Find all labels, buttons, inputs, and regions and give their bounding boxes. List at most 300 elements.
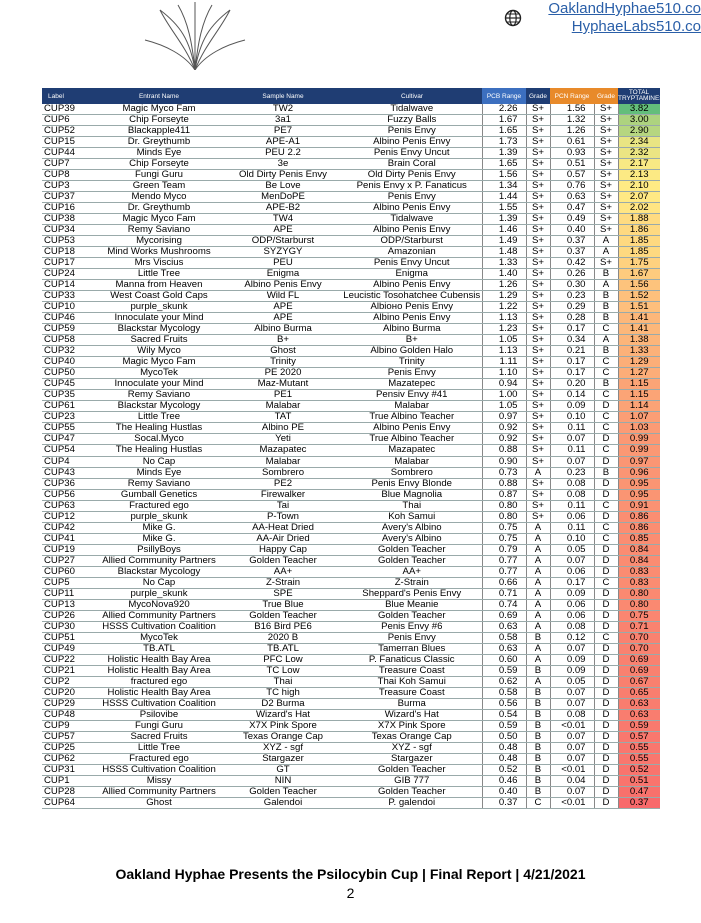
cell-pcn-range: 0.07: [550, 555, 594, 566]
cell-total: 0.85: [618, 533, 660, 544]
cell-sample: D2 Burma: [224, 698, 342, 709]
cell-label: CUP46: [42, 313, 94, 324]
table-row: [42, 654, 660, 665]
cell-cultivar: Z-Strain: [342, 577, 482, 588]
table-row: [42, 687, 660, 698]
cell-pcb-grade: S+: [526, 214, 550, 225]
table-row: [42, 467, 660, 478]
cell-pcb-grade: S+: [526, 137, 550, 148]
cell-entrant: Magic Myco Fam: [94, 357, 224, 368]
cell-cultivar: Tamerran Blues: [342, 643, 482, 654]
cell-cultivar: Burma: [342, 698, 482, 709]
cell-sample: Thai: [224, 676, 342, 687]
cell-cultivar: Albino Golden Halo: [342, 346, 482, 357]
cell-entrant: Blackapple411: [94, 126, 224, 137]
cell-sample: Happy Cap: [224, 544, 342, 555]
cell-pcn-grade: C: [594, 522, 618, 533]
cell-sample: Z-Strain: [224, 577, 342, 588]
cell-pcb-grade: A: [526, 544, 550, 555]
cell-label: CUP9: [42, 720, 94, 731]
cell-pcn-grade: B: [594, 467, 618, 478]
cell-sample: PE1: [224, 390, 342, 401]
table-row: [42, 225, 660, 236]
table-body: [42, 104, 660, 809]
cell-entrant: Little Tree: [94, 269, 224, 280]
cell-cultivar: Penis Envy: [342, 368, 482, 379]
cell-entrant: Chip Forseyte: [94, 159, 224, 170]
table-row: [42, 610, 660, 621]
cell-entrant: Remy Saviano: [94, 478, 224, 489]
cell-total: 1.52: [618, 291, 660, 302]
cell-pcb-range: 1.39: [482, 148, 526, 159]
cell-entrant: MycoNova920: [94, 599, 224, 610]
cell-pcn-range: 0.08: [550, 621, 594, 632]
cell-pcn-range: <0.01: [550, 720, 594, 731]
cell-label: CUP57: [42, 731, 94, 742]
cell-pcb-grade: B: [526, 665, 550, 676]
cell-pcb-grade: S+: [526, 335, 550, 346]
cell-cultivar: Penis Envy: [342, 632, 482, 643]
cell-pcb-range: 0.59: [482, 665, 526, 676]
cell-pcn-grade: C: [594, 500, 618, 511]
cell-total: 1.41: [618, 313, 660, 324]
cell-label: CUP8: [42, 170, 94, 181]
cell-pcn-grade: D: [594, 709, 618, 720]
cell-pcn-grade: D: [594, 764, 618, 775]
cell-pcb-range: 1.13: [482, 346, 526, 357]
cell-pcb-grade: S+: [526, 489, 550, 500]
cell-sample: Galendoi: [224, 797, 342, 808]
cell-pcb-grade: S+: [526, 324, 550, 335]
cell-entrant: No Cap: [94, 577, 224, 588]
cell-label: CUP44: [42, 148, 94, 159]
table-row: [42, 764, 660, 775]
cell-pcn-range: 0.08: [550, 478, 594, 489]
cell-entrant: The Healing Hustlas: [94, 423, 224, 434]
cell-sample: Wild FL: [224, 291, 342, 302]
cell-pcn-grade: D: [594, 489, 618, 500]
cell-pcb-grade: A: [526, 643, 550, 654]
cell-entrant: Holistic Health Bay Area: [94, 665, 224, 676]
cell-pcb-grade: B: [526, 698, 550, 709]
col-header-pcb-range: PCB Range: [482, 88, 526, 104]
cell-cultivar: Albino Penis Envy: [342, 137, 482, 148]
cell-cultivar: Treasure Coast: [342, 665, 482, 676]
cell-total: 0.86: [618, 522, 660, 533]
cell-pcb-range: 1.73: [482, 137, 526, 148]
cell-sample: PFC Low: [224, 654, 342, 665]
table-row: [42, 786, 660, 797]
cell-label: CUP1: [42, 775, 94, 786]
cell-pcn-grade: D: [594, 775, 618, 786]
cell-pcn-grade: D: [594, 643, 618, 654]
cell-pcn-range: 0.07: [550, 786, 594, 797]
cell-label: CUP26: [42, 610, 94, 621]
cell-cultivar: Albino Penis Envy: [342, 280, 482, 291]
cell-cultivar: Albino Penis Envy: [342, 225, 482, 236]
table-row: [42, 577, 660, 588]
cell-pcb-range: 0.88: [482, 478, 526, 489]
table-row: [42, 709, 660, 720]
cell-pcb-grade: S+: [526, 148, 550, 159]
cell-sample: PEU 2.2: [224, 148, 342, 159]
cell-pcn-range: 0.07: [550, 687, 594, 698]
cell-cultivar: Golden Teacher: [342, 764, 482, 775]
cell-pcb-grade: C: [526, 797, 550, 808]
cell-pcn-range: 0.76: [550, 181, 594, 192]
cell-label: CUP37: [42, 192, 94, 203]
cell-total: 0.84: [618, 544, 660, 555]
cell-total: 3.82: [618, 104, 660, 115]
cell-pcb-range: 0.52: [482, 764, 526, 775]
cell-pcn-grade: S+: [594, 181, 618, 192]
cell-pcb-range: 0.50: [482, 731, 526, 742]
cell-pcn-range: 0.11: [550, 423, 594, 434]
report-footer-title: Oakland Hyphae Presents the Psilocybin Cup | Final Report | 4/21/2021: [115, 866, 586, 882]
cell-sample: Albino Burma: [224, 324, 342, 335]
cell-cultivar: Brain Coral: [342, 159, 482, 170]
cell-total: 3.00: [618, 115, 660, 126]
cell-total: 0.95: [618, 489, 660, 500]
cell-pcb-range: 0.63: [482, 643, 526, 654]
cell-pcb-grade: S+: [526, 379, 550, 390]
cell-label: CUP43: [42, 467, 94, 478]
cell-sample: 3a1: [224, 115, 342, 126]
table-row: [42, 335, 660, 346]
cell-pcn-grade: A: [594, 335, 618, 346]
cell-entrant: West Coast Gold Caps: [94, 291, 224, 302]
col-header-sample: Sample Name: [224, 88, 342, 104]
cell-pcn-grade: C: [594, 423, 618, 434]
cell-total: 2.07: [618, 192, 660, 203]
table-row: [42, 203, 660, 214]
cell-pcb-grade: B: [526, 786, 550, 797]
cell-total: 0.96: [618, 467, 660, 478]
table-row: [42, 676, 660, 687]
cell-total: 0.65: [618, 687, 660, 698]
cell-total: 1.38: [618, 335, 660, 346]
table-row: [42, 258, 660, 269]
cell-total: 0.99: [618, 445, 660, 456]
table-row: [42, 104, 660, 115]
cell-total: 1.85: [618, 236, 660, 247]
cell-pcb-grade: A: [526, 566, 550, 577]
cell-label: CUP18: [42, 247, 94, 258]
cell-label: CUP61: [42, 401, 94, 412]
table-row: [42, 445, 660, 456]
cell-total: 2.17: [618, 159, 660, 170]
cell-total: 0.63: [618, 698, 660, 709]
cell-label: CUP62: [42, 753, 94, 764]
table-row: [42, 115, 660, 126]
table-row: [42, 566, 660, 577]
cell-pcb-range: 0.71: [482, 588, 526, 599]
cell-pcb-grade: A: [526, 676, 550, 687]
cell-cultivar: Golden Teacher: [342, 544, 482, 555]
cell-cultivar: Blue Magnolia: [342, 489, 482, 500]
cell-label: CUP48: [42, 709, 94, 720]
cell-entrant: Fungi Guru: [94, 720, 224, 731]
cell-total: 0.69: [618, 665, 660, 676]
cell-sample: Ghost: [224, 346, 342, 357]
cell-cultivar: B+: [342, 335, 482, 346]
cell-pcb-range: 1.13: [482, 313, 526, 324]
table-row: [42, 324, 660, 335]
cell-pcn-range: 0.17: [550, 368, 594, 379]
cell-label: CUP55: [42, 423, 94, 434]
cell-sample: TW2: [224, 104, 342, 115]
cell-pcb-range: 0.62: [482, 676, 526, 687]
cell-total: 0.67: [618, 676, 660, 687]
cell-cultivar: Albino Penis Envy: [342, 423, 482, 434]
cell-pcb-grade: A: [526, 621, 550, 632]
cell-cultivar: Penis Envy #6: [342, 621, 482, 632]
cell-pcb-grade: S+: [526, 170, 550, 181]
cell-pcn-grade: C: [594, 445, 618, 456]
cell-total: 2.90: [618, 126, 660, 137]
cell-total: 1.41: [618, 324, 660, 335]
table-row: [42, 159, 660, 170]
cell-pcn-range: 0.14: [550, 390, 594, 401]
cell-sample: XYZ - sgf: [224, 742, 342, 753]
cell-pcb-range: 1.49: [482, 236, 526, 247]
cell-pcb-range: 1.33: [482, 258, 526, 269]
table-row: [42, 665, 660, 676]
cell-sample: NIN: [224, 775, 342, 786]
cell-cultivar: Sombrero: [342, 467, 482, 478]
table-row: [42, 280, 660, 291]
cell-pcb-grade: B: [526, 687, 550, 698]
cell-sample: Enigma: [224, 269, 342, 280]
cell-entrant: purple_skunk: [94, 588, 224, 599]
table-row: [42, 346, 660, 357]
cell-pcb-range: 0.59: [482, 720, 526, 731]
cell-pcb-range: 1.10: [482, 368, 526, 379]
cell-pcb-range: 1.67: [482, 115, 526, 126]
cell-pcb-grade: B: [526, 720, 550, 731]
results-table: [42, 88, 664, 809]
cell-pcn-range: 0.07: [550, 742, 594, 753]
cell-pcb-range: 1.65: [482, 126, 526, 137]
cell-pcn-range: 0.08: [550, 489, 594, 500]
cell-sample: Mazapatec: [224, 445, 342, 456]
cell-pcb-grade: S+: [526, 478, 550, 489]
cell-label: CUP53: [42, 236, 94, 247]
cell-pcb-range: 0.40: [482, 786, 526, 797]
cell-sample: Golden Teacher: [224, 786, 342, 797]
cell-label: CUP52: [42, 126, 94, 137]
table-row: [42, 291, 660, 302]
cell-pcb-range: 0.80: [482, 511, 526, 522]
cell-pcn-range: 0.37: [550, 247, 594, 258]
site-link-oakland-hyphae[interactable]: OaklandHyphae510.co: [548, 0, 701, 17]
table-row: [42, 643, 660, 654]
cell-pcn-range: 0.11: [550, 445, 594, 456]
cell-label: CUP47: [42, 434, 94, 445]
cell-pcb-range: 0.74: [482, 599, 526, 610]
table-row: [42, 302, 660, 313]
cell-cultivar: Albino Penis Envy: [342, 313, 482, 324]
cell-sample: AA-Air Dried: [224, 533, 342, 544]
table-row: [42, 423, 660, 434]
cell-total: 0.57: [618, 731, 660, 742]
cell-pcn-range: 1.56: [550, 104, 594, 115]
cell-sample: B+: [224, 335, 342, 346]
cell-pcn-grade: C: [594, 390, 618, 401]
cell-entrant: Innoculate your Mind: [94, 313, 224, 324]
cell-sample: GT: [224, 764, 342, 775]
cell-sample: 2020 B: [224, 632, 342, 643]
cell-cultivar: P. galendoi: [342, 797, 482, 808]
cell-pcn-range: 0.12: [550, 632, 594, 643]
cell-pcn-grade: D: [594, 610, 618, 621]
cell-pcn-range: 0.05: [550, 544, 594, 555]
cell-pcn-grade: S+: [594, 203, 618, 214]
cell-entrant: PsillyBoys: [94, 544, 224, 555]
cell-pcn-grade: D: [594, 555, 618, 566]
cell-sample: Golden Teacher: [224, 610, 342, 621]
cell-pcb-grade: B: [526, 753, 550, 764]
cell-pcn-grade: S+: [594, 170, 618, 181]
cell-pcb-grade: S+: [526, 302, 550, 313]
cell-entrant: Mind Works Mushrooms: [94, 247, 224, 258]
cell-pcn-range: 0.51: [550, 159, 594, 170]
cell-label: CUP41: [42, 533, 94, 544]
cell-pcb-range: 1.23: [482, 324, 526, 335]
cell-total: 0.84: [618, 555, 660, 566]
table-row: [42, 126, 660, 137]
cell-total: 0.52: [618, 764, 660, 775]
cell-cultivar: Amazonian: [342, 247, 482, 258]
cell-entrant: Minds Eye: [94, 148, 224, 159]
page-number: 2: [346, 885, 355, 901]
cell-pcb-range: 1.39: [482, 214, 526, 225]
cell-cultivar: Texas Orange Cap: [342, 731, 482, 742]
cell-sample: PE 2020: [224, 368, 342, 379]
cell-pcn-grade: D: [594, 687, 618, 698]
cell-pcb-grade: A: [526, 610, 550, 621]
cell-pcn-range: 0.63: [550, 192, 594, 203]
cell-sample: PEU: [224, 258, 342, 269]
cell-total: 2.32: [618, 148, 660, 159]
cell-total: 0.51: [618, 775, 660, 786]
cell-pcn-grade: D: [594, 797, 618, 808]
cell-pcb-range: 0.60: [482, 654, 526, 665]
cell-cultivar: Pensiv Envy #41: [342, 390, 482, 401]
cell-pcb-grade: S+: [526, 181, 550, 192]
cell-pcn-range: 1.32: [550, 115, 594, 126]
cell-pcn-range: 0.23: [550, 467, 594, 478]
cell-pcn-grade: B: [594, 291, 618, 302]
cell-label: CUP31: [42, 764, 94, 775]
cell-pcn-grade: D: [594, 511, 618, 522]
cell-sample: X7X Pink Spore: [224, 720, 342, 731]
cell-pcn-range: 0.47: [550, 203, 594, 214]
cell-label: CUP21: [42, 665, 94, 676]
cell-entrant: Dr. Greythumb: [94, 137, 224, 148]
cell-pcb-range: 1.34: [482, 181, 526, 192]
cell-pcn-range: 0.07: [550, 731, 594, 742]
cell-pcb-range: 1.00: [482, 390, 526, 401]
cell-pcb-grade: S+: [526, 445, 550, 456]
cell-pcb-grade: B: [526, 632, 550, 643]
cell-label: CUP50: [42, 368, 94, 379]
cell-pcn-grade: S+: [594, 214, 618, 225]
cell-entrant: Magic Myco Fam: [94, 214, 224, 225]
cell-label: CUP64: [42, 797, 94, 808]
cell-cultivar: Fuzzy Balls: [342, 115, 482, 126]
cell-pcb-range: 0.48: [482, 753, 526, 764]
cell-sample: Trinity: [224, 357, 342, 368]
cell-label: CUP14: [42, 280, 94, 291]
cell-sample: Malabar: [224, 456, 342, 467]
cell-label: CUP13: [42, 599, 94, 610]
cell-entrant: Missy: [94, 775, 224, 786]
table-row: [42, 401, 660, 412]
cell-pcn-grade: B: [594, 302, 618, 313]
cell-sample: TW4: [224, 214, 342, 225]
cell-label: CUP34: [42, 225, 94, 236]
cell-label: CUP22: [42, 654, 94, 665]
col-header-entrant: Entrant Name: [94, 88, 224, 104]
cell-pcn-range: 0.11: [550, 522, 594, 533]
cell-entrant: Allied Community Partners: [94, 555, 224, 566]
cell-label: CUP4: [42, 456, 94, 467]
cell-label: CUP38: [42, 214, 94, 225]
cell-entrant: Allied Community Partners: [94, 610, 224, 621]
cell-cultivar: Penis Envy: [342, 126, 482, 137]
cell-pcb-range: 0.90: [482, 456, 526, 467]
cell-label: CUP58: [42, 335, 94, 346]
cell-pcb-range: 0.46: [482, 775, 526, 786]
cell-pcb-grade: S+: [526, 115, 550, 126]
cell-pcn-grade: D: [594, 621, 618, 632]
cell-sample: Albino PE: [224, 423, 342, 434]
cell-pcn-grade: S+: [594, 225, 618, 236]
cell-entrant: Dr. Greythumb: [94, 203, 224, 214]
cell-sample: Firewalker: [224, 489, 342, 500]
cell-sample: APE-B2: [224, 203, 342, 214]
table-row: [42, 379, 660, 390]
table-row: [42, 775, 660, 786]
cell-pcn-range: 0.40: [550, 225, 594, 236]
cell-pcb-range: 0.94: [482, 379, 526, 390]
cell-pcb-grade: A: [526, 467, 550, 478]
cell-total: 0.83: [618, 566, 660, 577]
cell-total: 1.03: [618, 423, 660, 434]
col-header-pcb-grade: Grade: [526, 88, 550, 104]
cell-entrant: Fungi Guru: [94, 170, 224, 181]
table-header-row: [42, 88, 660, 104]
cell-pcn-range: <0.01: [550, 797, 594, 808]
cell-total: 1.75: [618, 258, 660, 269]
cell-total: 0.95: [618, 478, 660, 489]
website-links: [501, 0, 701, 36]
cell-sample: TC high: [224, 687, 342, 698]
cell-pcn-grade: C: [594, 368, 618, 379]
cell-pcn-grade: D: [594, 566, 618, 577]
cell-pcn-grade: C: [594, 357, 618, 368]
cell-sample: Texas Orange Cap: [224, 731, 342, 742]
cell-entrant: purple_skunk: [94, 302, 224, 313]
cell-total: 2.34: [618, 137, 660, 148]
cell-label: CUP29: [42, 698, 94, 709]
site-link-hyphae-labs[interactable]: HyphaeLabs510.co: [571, 18, 701, 35]
cell-pcn-range: 0.21: [550, 346, 594, 357]
cell-entrant: Sacred Fruits: [94, 335, 224, 346]
cell-sample: Old Dirty Penis Envy: [224, 170, 342, 181]
cell-label: CUP59: [42, 324, 94, 335]
